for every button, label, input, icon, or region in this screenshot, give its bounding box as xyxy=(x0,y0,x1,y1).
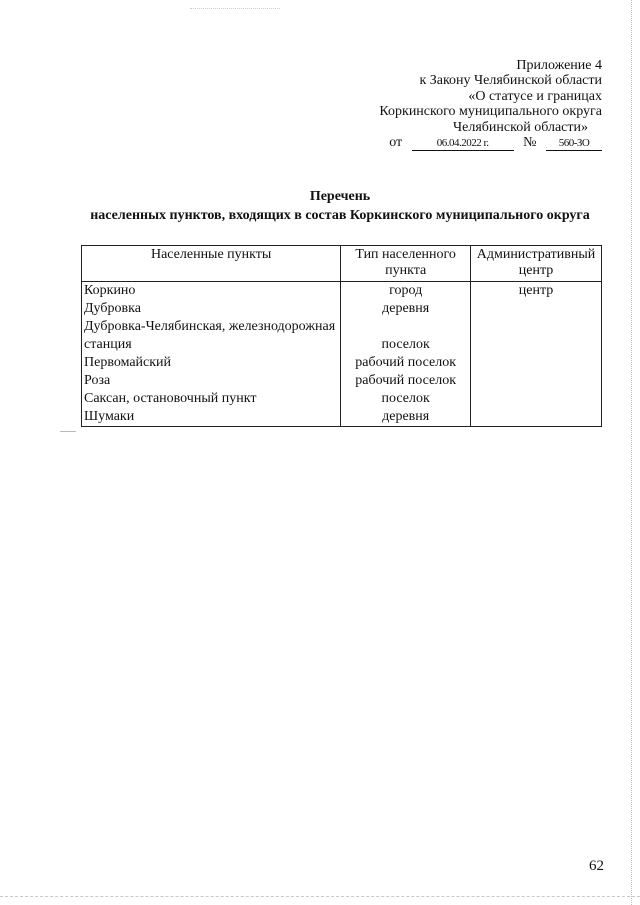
appendix-line: к Закону Челябинской области xyxy=(419,73,602,89)
table-row xyxy=(82,300,602,318)
number-label: № xyxy=(523,135,537,151)
table-row xyxy=(82,318,602,354)
admin-center xyxy=(471,318,602,354)
settlement-name: Шумаки xyxy=(82,408,341,427)
table-row xyxy=(82,408,602,427)
document-title xyxy=(0,187,640,225)
appendix-header xyxy=(282,58,602,151)
from-label: от xyxy=(389,135,403,151)
law-date: 06.04.2022 г. xyxy=(412,136,514,151)
settlement-type: поселок xyxy=(341,390,471,408)
scan-edge xyxy=(631,0,632,905)
admin-center xyxy=(471,372,602,390)
table-header-row xyxy=(82,246,602,282)
appendix-line: Челябинской области» xyxy=(453,119,588,135)
admin-center: центр xyxy=(471,282,602,301)
settlements-table xyxy=(81,245,602,427)
column-header: Тип населенного пункта xyxy=(341,246,471,282)
scan-edge xyxy=(0,896,640,897)
settlement-name: Дубровка xyxy=(82,300,341,318)
law-number: 560-ЗО xyxy=(546,136,602,151)
settlement-name: Дубровка-Челябинская, железнодорожная станция xyxy=(82,318,341,354)
column-header: Административный центр xyxy=(471,246,602,282)
admin-center xyxy=(471,390,602,408)
table-row xyxy=(82,390,602,408)
settlement-name: Коркино xyxy=(82,282,341,301)
settlement-type: деревня xyxy=(341,300,471,318)
table-row xyxy=(82,282,602,301)
appendix-line: Приложение 4 xyxy=(516,58,602,73)
settlement-name: Роза xyxy=(82,372,341,390)
admin-center xyxy=(471,300,602,318)
table-row xyxy=(82,372,602,390)
table-row xyxy=(82,354,602,372)
appendix-line: Коркинского муниципального округа xyxy=(379,104,602,120)
settlement-name: Саксан, остановочный пункт xyxy=(82,390,341,408)
admin-center xyxy=(471,354,602,372)
title-line: населенных пунктов, входящих в состав Коркинского муниципального округа xyxy=(90,208,590,223)
settlement-type: город xyxy=(341,282,471,301)
settlement-type: рабочий поселок xyxy=(341,372,471,390)
appendix-line: «О статусе и границах xyxy=(468,88,602,104)
title-line: Перечень xyxy=(309,189,371,204)
law-reference xyxy=(282,135,602,151)
page-number: 62 xyxy=(589,858,604,874)
scan-artifact xyxy=(190,8,280,9)
column-header: Населенные пункты xyxy=(82,246,341,282)
settlement-type: поселок xyxy=(341,318,471,354)
scan-artifact xyxy=(60,431,76,432)
settlement-name: Первомайский xyxy=(82,354,341,372)
settlement-type: деревня xyxy=(341,408,471,427)
admin-center xyxy=(471,408,602,427)
settlement-type: рабочий поселок xyxy=(341,354,471,372)
